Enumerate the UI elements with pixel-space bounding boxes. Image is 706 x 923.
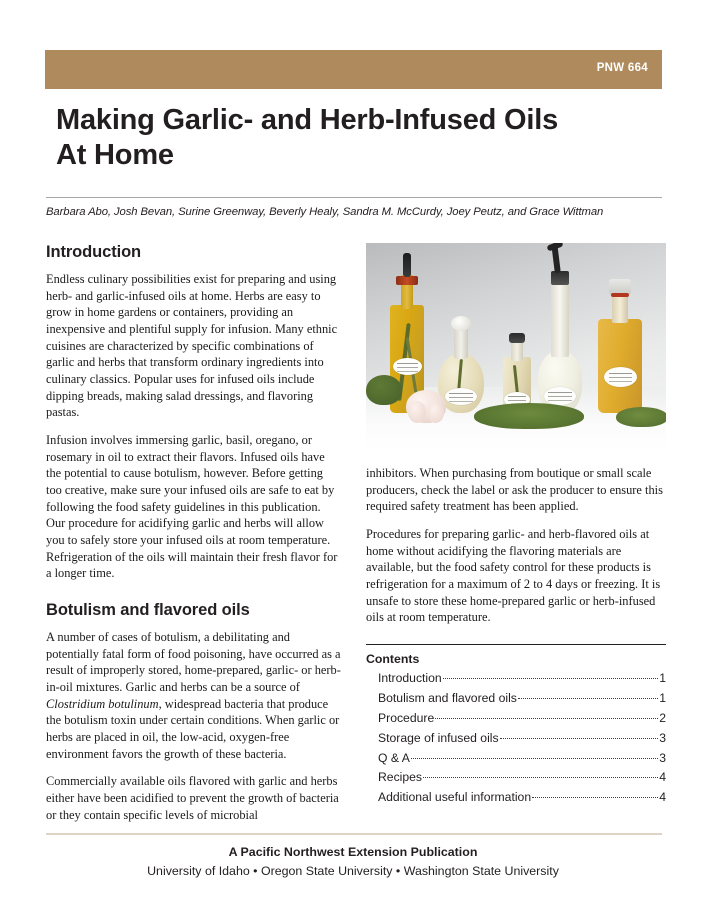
bottle-frosted-spout: [538, 243, 582, 413]
bottle-1-pour-spout: [403, 253, 411, 277]
toc-leader-dots: [518, 698, 658, 699]
species-name: Clostridium botulinum: [46, 696, 159, 711]
infused-oils-photo: [366, 243, 666, 451]
botulism-p1-part1: A number of cases of botulism, a debilitating and potentially fatal form of food poisoning, have occurred as a result of improperly stored, home-prepared, garlic- or herb-in-oil mixtures. Garlic and herbs can be a source of: [46, 630, 341, 695]
table-of-contents: [366, 669, 666, 807]
botulism-paragraph-1: [46, 629, 341, 762]
botulism-paragraph-3: Procedures for preparing garlic- and herb-flavored oils at home without acidifying the flavoring materials are available, but the food safety control for these products is refrigeration for a maximum of 2 to 4 days or freezing. It is unsafe to store these home-prepared garlic or herb-infused oils at room temperature.: [366, 527, 661, 625]
document-title-line-1: Making Garlic- and Herb-Infused Oils: [56, 104, 558, 136]
bottle-5-body: [598, 319, 642, 413]
toc-page-number: 4: [659, 770, 666, 785]
bottle-5-gasket: [611, 293, 629, 297]
footer-publication-line: A Pacific Northwest Extension Publication: [228, 845, 478, 859]
author-list: Barbara Abo, Josh Bevan, Surine Greenway, Beverly Healy, Sandra M. McCurdy, Joey Peutz, and Grace Wittman: [46, 206, 604, 218]
bottle-4-cap: [551, 271, 569, 285]
document-title: [56, 103, 656, 174]
rosemary-sprigs-right: [616, 407, 666, 427]
publication-number: PNW 664: [596, 62, 648, 74]
right-column: [366, 243, 666, 808]
toc-label: Introduction: [378, 671, 442, 686]
bottle-swing-top: [598, 261, 642, 413]
contents-heading: Contents: [366, 652, 420, 667]
bottle-round-cruet: [438, 303, 484, 413]
toc-label: Recipes: [378, 770, 423, 785]
title-divider: [46, 197, 662, 198]
toc-leader-dots: [423, 777, 658, 778]
bottle-2-stopper: [451, 316, 471, 331]
publication-header-band: [45, 50, 662, 89]
bottle-3-cap: [509, 333, 525, 343]
document-title-line-2: At Home: [56, 139, 174, 172]
botulism-paragraph-2-continued: inhibitors. When purchasing from boutique or small scale producers, check the label or ask the producer to ensure this required safety treatment has been applied.: [366, 466, 663, 514]
bottle-2-label: [445, 388, 477, 405]
left-column: [46, 243, 341, 823]
toc-page-number: 3: [659, 750, 666, 765]
heading-introduction: Introduction: [46, 243, 142, 261]
toc-page-number: 4: [659, 790, 666, 805]
toc-item-storage-of-infused-oils[interactable]: [378, 729, 666, 749]
toc-leader-dots: [500, 738, 659, 739]
rosemary-sprigs-center: [474, 403, 584, 429]
toc-leader-dots: [443, 678, 659, 679]
contents-divider: [366, 644, 666, 645]
toc-page-number: 3: [659, 730, 666, 745]
toc-label: Q & A: [378, 750, 410, 765]
botulism-paragraph-2: Commercially available oils flavored with garlic and herbs either have been acidified to prevent the growth of bacteria or they contain specific levels of microbial: [46, 774, 339, 822]
toc-leader-dots: [411, 758, 658, 759]
toc-item-procedure[interactable]: [378, 709, 666, 729]
toc-leader-dots: [435, 718, 658, 719]
bottle-4-label: [544, 387, 576, 405]
toc-page-number: 1: [659, 671, 666, 686]
toc-item-additional-useful-information[interactable]: [378, 788, 666, 808]
intro-paragraph-1: Endless culinary possibilities exist for preparing and using herb- and garlic-infused oils at home. Herbs are easy to grow in home gardens or containers, providing an inexpensive and plentiful supply for infusion. Many ethnic cuisines are characterized by specific combinations of garlic and herbs that transform ordinary ingredients into culinary classics. Popular uses for infused oils include dipping breads, making salad dressings, and flavoring pastas.: [46, 272, 338, 420]
toc-page-number: 1: [659, 691, 666, 706]
toc-label: Storage of infused oils: [378, 730, 499, 745]
bottle-small-tapered: [503, 313, 531, 413]
basil-leaves-left: [366, 375, 402, 405]
intro-paragraph-2: Infusion involves immersing garlic, basil, oregano, or rosemary in oil to extract their flavors. Infused oils have the potential to cause botulism, however. Before getting too creative, make sure your infused oils are safe to eat by following the food safety guidelines in this publication. Our procedure for acidifying garlic and herbs will allow you to safely store your infused oils at room temperature. Refrigeration of the oils will maintain their fresh flavor for a longer time.: [46, 433, 338, 581]
footer-divider: [46, 833, 662, 835]
toc-leader-dots: [532, 797, 658, 798]
toc-item-botulism-and-flavored-oils[interactable]: [378, 689, 666, 709]
toc-page-number: 2: [659, 710, 666, 725]
toc-item-recipes[interactable]: [378, 768, 666, 788]
toc-label: Additional useful information: [378, 790, 532, 805]
bottle-2-neck: [454, 327, 468, 359]
botulism-p1-part2: , widespread bacteria that produce the botulism toxin under certain conditions. When garlic or herbs are placed in oil, the low-acid, oxygen-free environment favors the growth of these bacteria.: [46, 696, 340, 761]
bottle-1-label: [393, 358, 422, 375]
bottle-4-neck: [551, 281, 569, 357]
bottle-5-label: [604, 367, 637, 387]
toc-label: Procedure: [378, 710, 435, 725]
garlic-bulb: [406, 390, 446, 423]
toc-label: Botulism and flavored oils: [378, 691, 517, 706]
bottle-1-cap: [396, 276, 418, 285]
toc-item-introduction[interactable]: [378, 669, 666, 689]
toc-item-q-and-a[interactable]: [378, 749, 666, 769]
footer-universities-line: University of Idaho • Oregon State University • Washington State University: [147, 864, 559, 878]
footer: [0, 845, 706, 878]
heading-botulism: Botulism and flavored oils: [46, 601, 250, 620]
